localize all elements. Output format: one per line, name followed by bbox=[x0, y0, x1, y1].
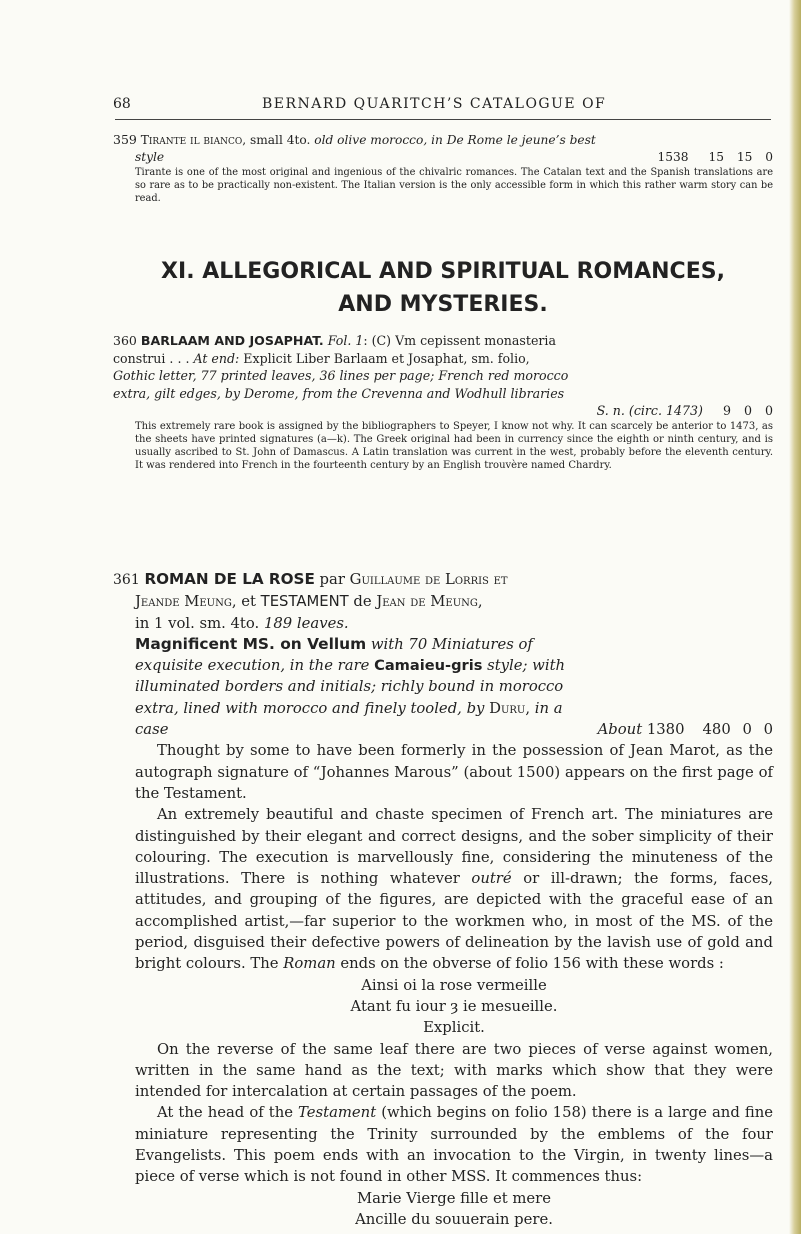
entry-style: style; with bbox=[482, 657, 566, 675]
entry-binding: old olive morocco, in De Rome le jeune’s best bbox=[314, 133, 596, 147]
entry-about: About bbox=[597, 721, 643, 739]
entry-jean: Jean de Meung, bbox=[376, 593, 483, 611]
verse-line-4: Marie Vierge fille et mere bbox=[357, 1189, 551, 1207]
entry-testament: TESTAMENT bbox=[260, 593, 349, 611]
paragraph-description-e: ends on the obverse of folio 156 with these words : bbox=[335, 955, 724, 973]
entry-year: 1538 bbox=[657, 150, 689, 164]
entry-author: Guillaume de Lorris et bbox=[349, 571, 508, 588]
entry-note: Tirante is one of the most original and ingenious of the chivalric romances. The Catalan text and the Spanish translations are so rare as to be practically non-existent. The Italian version is the only accessible form in which this rather warm story can be read. bbox=[135, 167, 773, 204]
entry-359 bbox=[113, 131, 773, 205]
entry-binding: Gothic letter, 77 printed leaves, 36 lines per page; French red morocco bbox=[113, 368, 569, 384]
entry-number: 360 bbox=[113, 333, 137, 348]
paragraph-testament-a: At the head of the bbox=[157, 1104, 299, 1122]
entry-360 bbox=[113, 332, 773, 472]
entry-date: 1380 bbox=[642, 721, 685, 739]
entry-incipit-cont: construi . . . bbox=[113, 350, 194, 366]
header-rule bbox=[115, 119, 771, 120]
entry-number: 359 bbox=[113, 132, 137, 147]
entry-price: 15 15 0 bbox=[708, 150, 773, 164]
entry-execution: exquisite execution, in the rare bbox=[135, 657, 375, 675]
entry-title: ROMAN DE LA ROSE bbox=[144, 570, 315, 588]
entry-desc: small 4to. bbox=[246, 133, 315, 147]
section-heading-line1: XI. ALLEGORICAL AND SPIRITUAL ROMANCES, bbox=[161, 259, 725, 284]
entry-title: BARLAAM AND JOSAPHAT. bbox=[140, 333, 324, 348]
section-heading bbox=[113, 255, 773, 321]
paragraph-provenance: Thought by some to have been formerly in the possession of Jean Marot, as the autograph signature of “Johannes Marous” (about 1500) appears on the first page of the Testament. bbox=[135, 742, 773, 802]
entry-author-cont: Jeande Meung, bbox=[135, 593, 237, 611]
entry-leaves: 189 leaves. bbox=[263, 614, 349, 632]
entry-incipit: : (C) Vm cepissent monasteria bbox=[363, 333, 556, 348]
entry-price: 9 0 0 bbox=[722, 403, 773, 419]
entry-author: Tirante il bianco, bbox=[140, 133, 247, 147]
entry-price: 480 0 0 bbox=[702, 721, 773, 739]
verse-line-3: Explicit. bbox=[423, 1019, 485, 1037]
entry-borders: illuminated borders and initials; richly bound in morocco bbox=[135, 678, 564, 696]
paragraph-testament bbox=[113, 1102, 773, 1187]
paragraph-description-a: An extremely beautiful and chaste specimen of French art. The miniatures are distinguished by their elegant and correct designs, and the sober simplicity of their colouring. The execution is marvellously fine, considering the minuteness of the illustrations. There is nothing whatever bbox=[135, 806, 773, 888]
paragraph-description-outre: outré bbox=[471, 870, 512, 888]
verse-line-1: Ainsi oi la rose vermeille bbox=[361, 976, 547, 994]
section-heading-line2: AND MYSTERIES. bbox=[338, 292, 548, 317]
entry-at-end: At end: bbox=[193, 350, 240, 366]
entry-et: et bbox=[236, 593, 261, 611]
entry-explicit: Explicit Liber Barlaam et Josaphat, sm. folio, bbox=[239, 350, 530, 366]
paragraph-description bbox=[113, 804, 773, 974]
running-title: BERNARD QUARITCH’S CATALOGUE OF bbox=[262, 96, 607, 112]
entry-imprint: S. n. (circ. 1473) bbox=[596, 403, 703, 419]
verse-line-5: Ancille du souuerain pere. bbox=[355, 1210, 553, 1228]
entry-binder: Duru, bbox=[489, 699, 531, 717]
entry-lined: extra, lined with morocco and finely tooled, by bbox=[135, 699, 490, 717]
entry-in-a: in a bbox=[530, 699, 563, 717]
entry-binding-cont: style bbox=[135, 150, 165, 164]
page-edge bbox=[789, 0, 801, 1234]
entry-number: 361 bbox=[113, 572, 140, 588]
entry-note: This extremely rare book is assigned by the bibliographers to Speyer, I know not why. It can scarcely be anterior to 1473, as the sheets have printed signatures (a—k). The Greek original had been in currency since the eighth or ninth century, and is usually ascribed to St. John of Damascus. A Latin translation was current in the west, probably before the eleventh century. It was rendered into French in the fourteenth century by an English trouvère named Chardry. bbox=[135, 420, 773, 471]
entry-case: case bbox=[135, 721, 169, 739]
entry-miniatures: with 70 Miniatures of bbox=[366, 635, 533, 653]
entry-camaieu: Camaieu-gris bbox=[374, 657, 483, 675]
entry-361 bbox=[113, 569, 773, 1230]
paragraph-reverse: On the reverse of the same leaf there are two pieces of verse against women, written in the same hand as the text; with marks which show that they were intended for intercalation at certain passages of the poem. bbox=[135, 1040, 773, 1101]
entry-format: in 1 vol. sm. 4to. bbox=[135, 614, 264, 632]
verse-line-2: Atant fu iour ȝ ie mesueille. bbox=[350, 997, 558, 1015]
entry-fol: Fol. 1 bbox=[323, 333, 364, 348]
entry-de: de bbox=[348, 593, 377, 611]
paragraph-testament-c: (which begins on folio 158) there is a large and fine miniature representing the Trinity surrounded by the emblems of the four Evangelists. This poem ends with an invocation to the Virgin, in twenty lines—a piece of verse which is not found in other MSS. It commences thus: bbox=[135, 1104, 773, 1186]
page-number: 68 bbox=[113, 96, 131, 112]
paragraph-description-c: or ill-drawn; the forms, faces, attitudes, and grouping of the figures, are depicted with the graceful ease of an accomplished artist,—far superior to the workmen who, in most of the MS. of the period, disguised their defective powers of delineation by the lavish use of gold and bright colours. The bbox=[135, 870, 773, 973]
entry-provenance: extra, gilt edges, by Derome, from the Crevenna and Wodhull libraries bbox=[113, 385, 565, 401]
paragraph-description-roman: Roman bbox=[283, 955, 336, 973]
entry-par: par bbox=[314, 571, 350, 588]
entry-ms-headline: Magnificent MS. on Vellum bbox=[135, 634, 367, 653]
paragraph-testament-title: Testament bbox=[298, 1104, 377, 1122]
